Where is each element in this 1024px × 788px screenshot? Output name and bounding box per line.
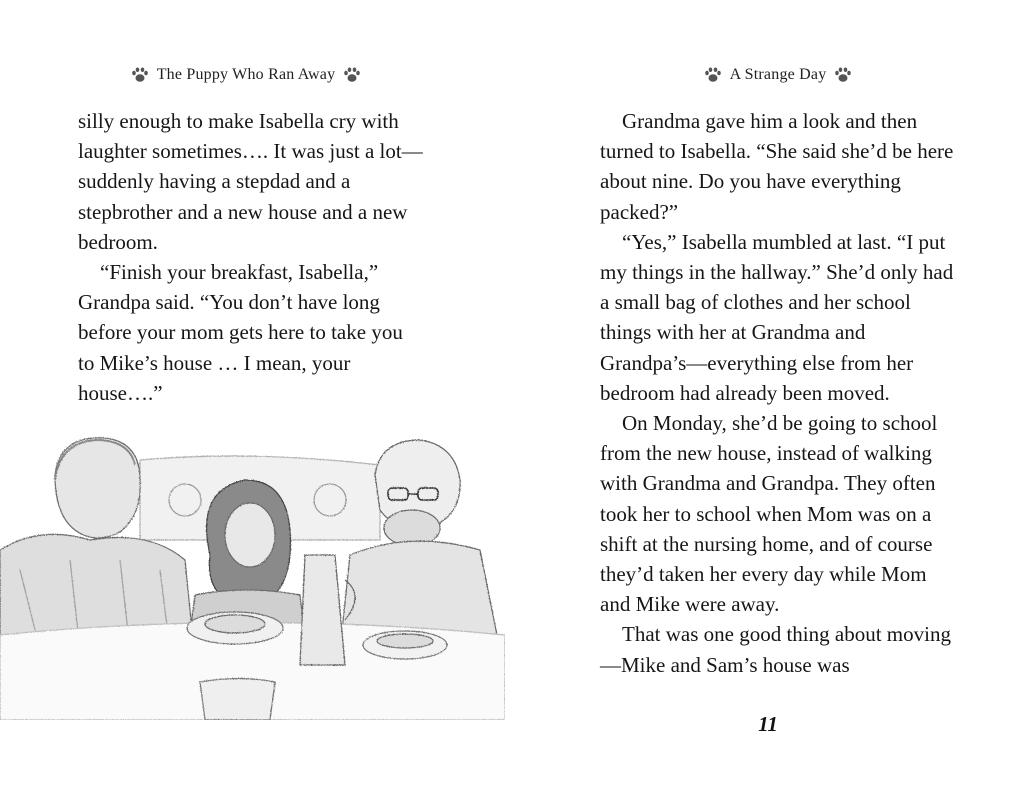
right-page	[512, 0, 1024, 788]
paw-print-icon	[131, 67, 149, 83]
running-head-left	[70, 66, 422, 84]
chapter-title: A Strange Day	[729, 66, 827, 83]
paragraph: silly enough to make Isabella cry with laughter sometimes…. It was just a lot—suddenly having a stepdad and a stepbrother and a new house and a new bedroom.	[78, 109, 423, 254]
running-head-right	[602, 66, 954, 84]
book-title: The Puppy Who Ran Away	[156, 66, 336, 83]
paragraph: That was one good thing about moving—Mike and Sam’s house was	[600, 622, 951, 677]
left-body-text	[78, 106, 423, 408]
paw-print-icon	[343, 67, 361, 83]
paw-print-icon	[704, 67, 722, 83]
page-number: 11	[758, 712, 778, 736]
breakfast-table-illustration-icon	[0, 420, 505, 720]
right-body-text	[600, 106, 955, 680]
paw-print-icon	[834, 67, 852, 83]
paragraph: Grandma gave him a look and then turned to Isabella. “She said she’d be here about nine. Do you have everything packed?”	[600, 109, 954, 224]
paragraph: On Monday, she’d be going to school from the new house, instead of walking with Grandma and Grandpa. They often took her to school when Mom was on a shift at the nursing home, and of course they’d taken her every day while Mom and Mike were away.	[600, 411, 938, 617]
paragraph: “Finish your breakfast, Isabella,” Grandpa said. “You don’t have long before your mom gets here to take you to Mike’s house … I mean, your house….”	[78, 260, 403, 405]
paragraph: “Yes,” Isabella mumbled at last. “I put my things in the hallway.” She’d only had a small bag of clothes and her school things with her at Grandma and Grandpa’s—everything else from her bedroom had already been moved.	[600, 229, 954, 405]
